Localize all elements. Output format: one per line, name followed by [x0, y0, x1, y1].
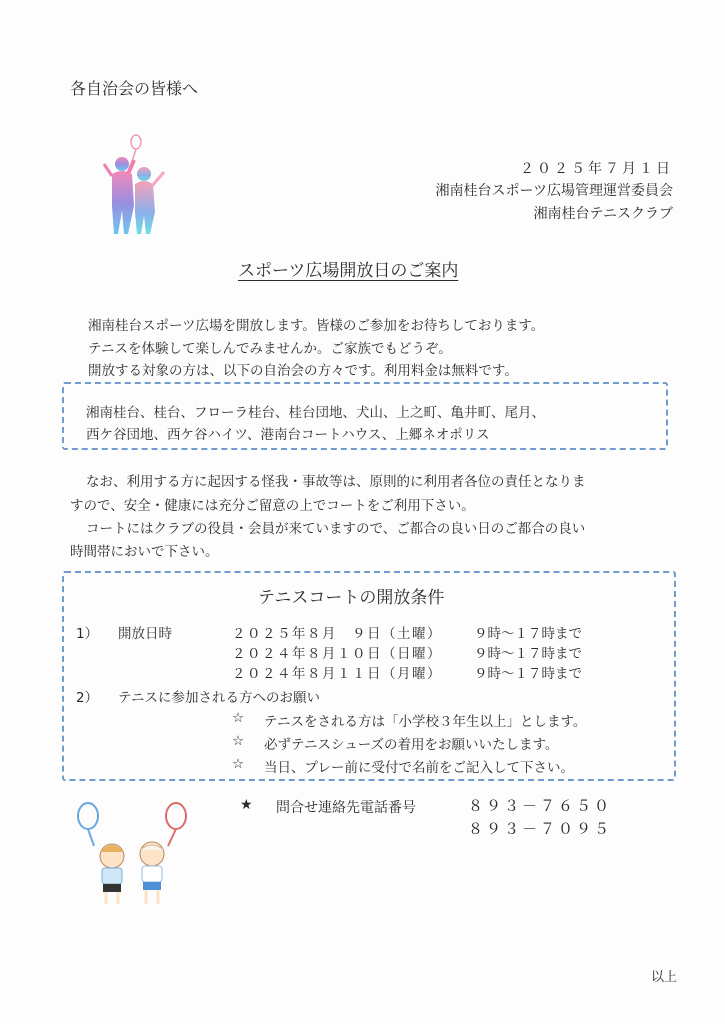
notice-line: コートにはクラブの役員・会員が来ていますので、ご都合の良い日のご都合の良い	[86, 521, 586, 537]
children-tennis-illustration	[98, 134, 172, 244]
request-item: 必ずテニスシューズの着用をお願いいたします。	[264, 737, 559, 753]
page-title: スポーツ広場開放日のご案内	[238, 261, 459, 281]
requests-label: テニスに参加される方へのお願い	[118, 690, 320, 706]
contact-label: 問合せ連絡先電話番号	[276, 800, 416, 816]
open-date: ２０２４年８月１１日（月曜）	[232, 666, 442, 682]
open-time: ９時～１７時まで	[474, 626, 582, 642]
intro-line: 湘南桂台スポーツ広場を開放します。皆様のご参加をお待ちしております。	[88, 318, 545, 334]
closing: 以上	[650, 970, 677, 985]
open-time: ９時～１７時まで	[474, 646, 582, 662]
notice-line: なお、利用する方に起因する怪我・事故等は、原則的に利用者各位の責任となりま	[86, 474, 586, 490]
associations-box	[62, 382, 668, 450]
open-dates-label: 開放日時	[118, 626, 172, 642]
intro-line: テニスを体験して楽しんでみませんか。ご家族でもどうぞ。	[88, 341, 452, 357]
request-item: テニスをされる方は「小学校３年生以上」とします。	[264, 714, 587, 730]
open-date: ２０２４年８月１０日（日曜）	[232, 646, 442, 662]
black-star-icon: ★	[240, 797, 253, 813]
item-number: 2）	[76, 690, 99, 706]
associations-line: 西ケ谷団地、西ケ谷ハイツ、港南台コートハウス、上郷ネオポリス	[86, 427, 490, 443]
intro-line: 開放する対象の方は、以下の自治会の方々です。利用料金は無料です。	[88, 363, 518, 379]
phone-number: ８９３－７０９５	[468, 820, 613, 838]
phone-number: ８９３－７６５０	[468, 797, 613, 815]
star-icon: ☆	[232, 733, 245, 749]
notice-line: 時間帯においで下さい。	[70, 544, 219, 560]
notice-line: すので、安全・健康には充分ご留意の上でコートをご利用下さい。	[70, 498, 475, 514]
open-date: ２０２５年８月 ９日（土曜）	[232, 626, 442, 642]
organizer-committee: 湘南桂台スポーツ広場管理運営委員会	[435, 183, 673, 199]
request-item: 当日、プレー前に受付で名前をご記入して下さい。	[264, 760, 574, 776]
organizer-club: 湘南桂台テニスクラブ	[533, 206, 673, 222]
addressee: 各自治会の皆様へ	[70, 79, 199, 98]
conditions-title: テニスコートの開放条件	[258, 588, 445, 608]
kids-rackets-illustration	[74, 800, 194, 910]
date: ２０２５年７月１日	[520, 161, 673, 177]
star-icon: ☆	[232, 756, 245, 772]
item-number: 1）	[76, 626, 99, 642]
open-time: ９時～１７時まで	[474, 666, 582, 682]
associations-line: 湘南桂台、桂台、フローラ桂台、桂台団地、犬山、上之町、亀井町、尾月、	[86, 405, 545, 421]
star-icon: ☆	[232, 710, 245, 726]
